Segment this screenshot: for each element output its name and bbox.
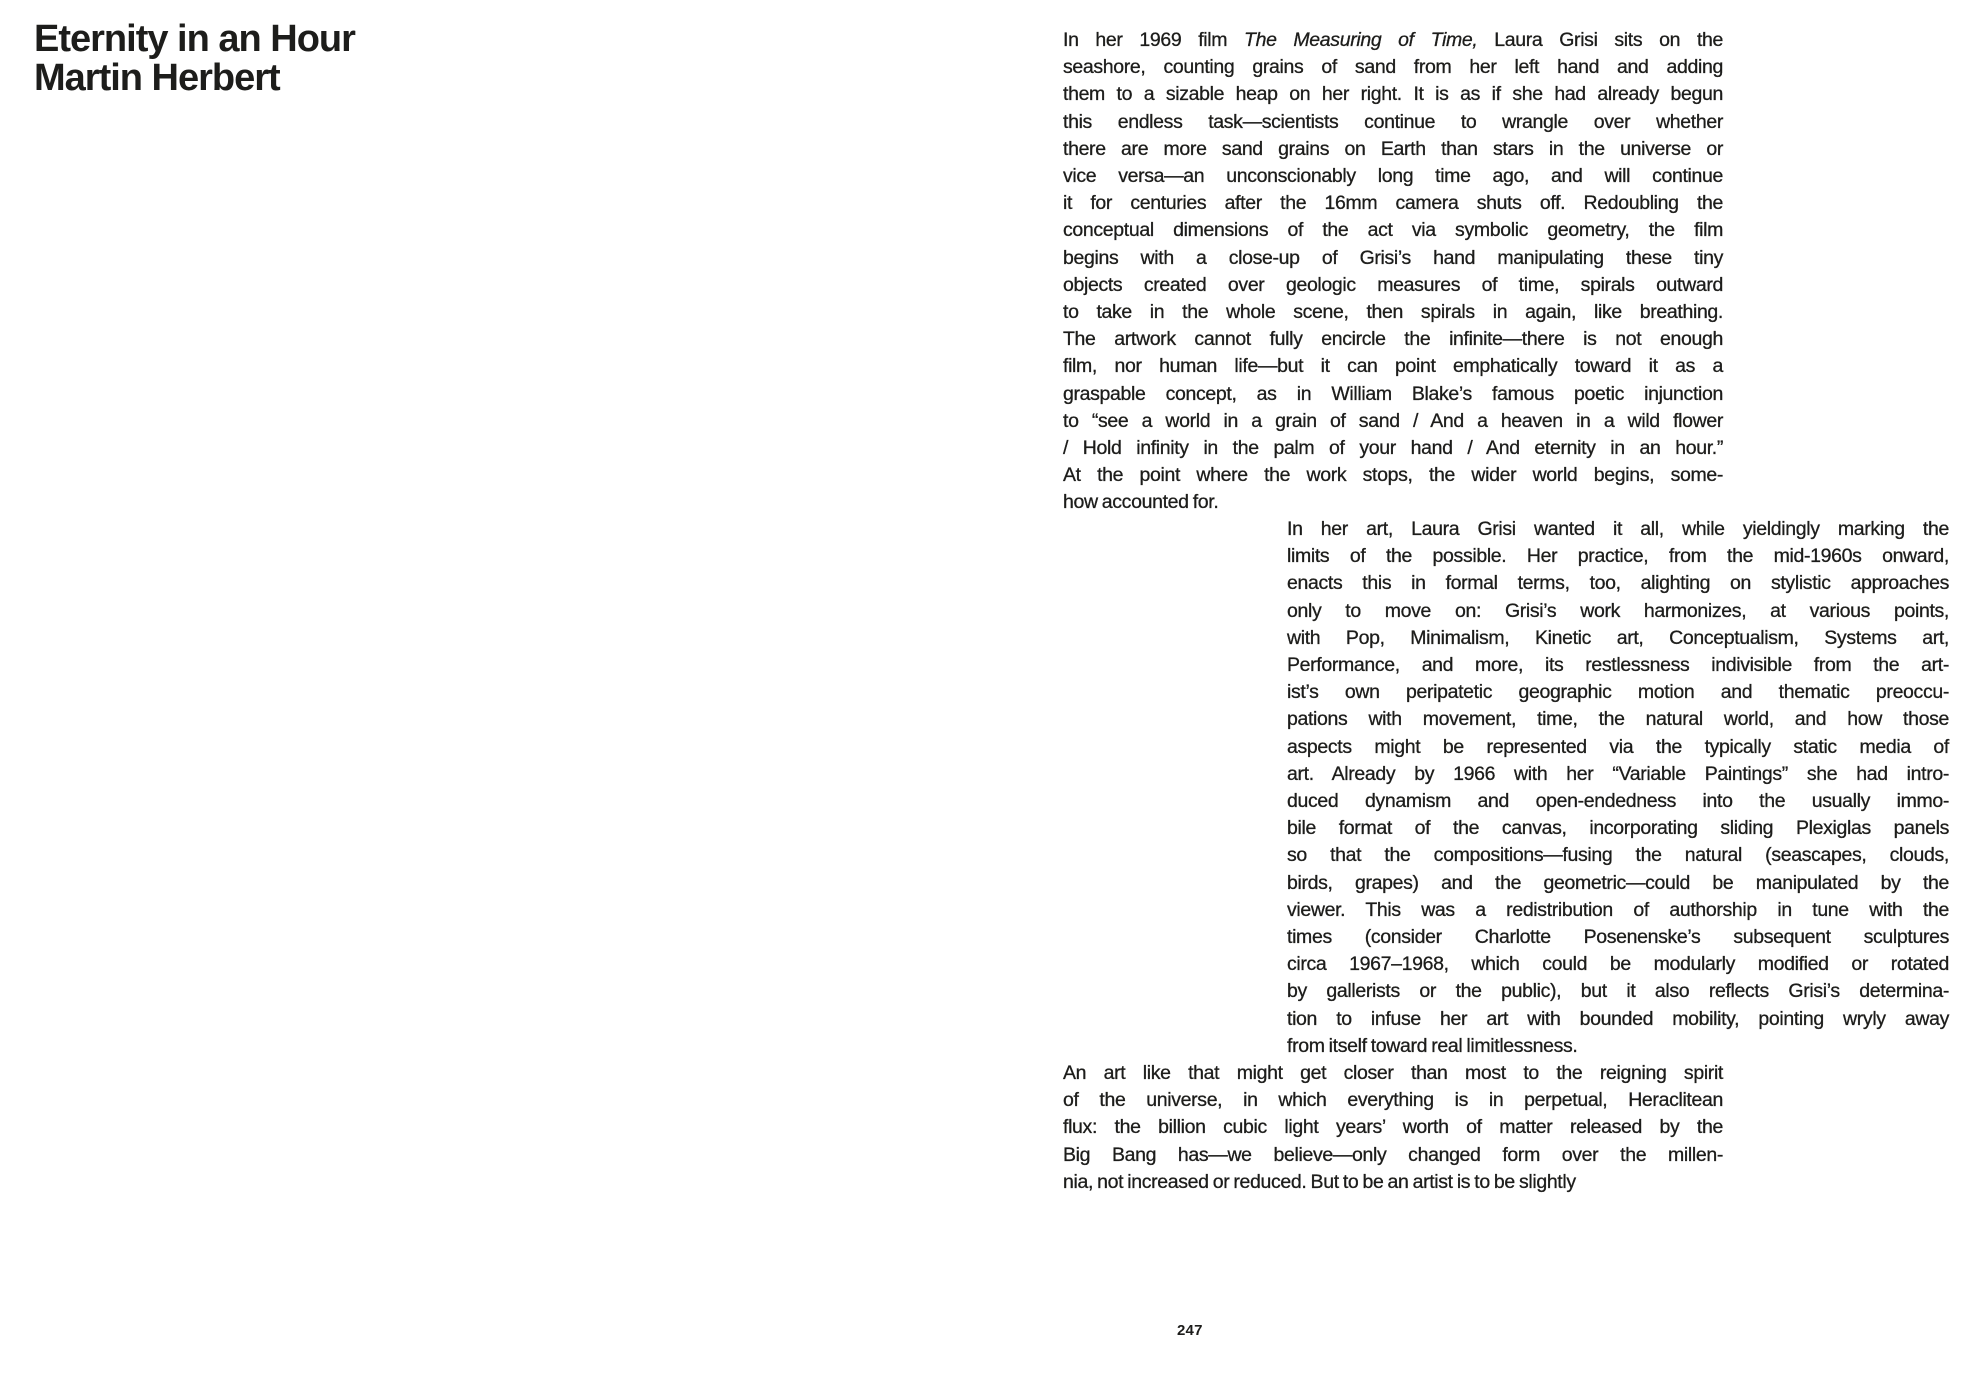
text-line: enacts this in formal terms, too, alighting on stylistic approaches (1287, 572, 1949, 595)
text-line: so that the compositions—fusing the natural (seascapes, clouds, (1287, 844, 1949, 867)
text-line: nia, not increased or reduced. But to be an artist is to be slightly (1063, 1170, 1576, 1193)
text-line: seashore, counting grains of sand from her left hand and adding (1063, 56, 1723, 79)
page-number: 247 (1177, 1322, 1203, 1339)
text-line: this endless task—scientists continue to wrangle over whether (1063, 110, 1723, 133)
text-line: to “see a world in a grain of sand / And a heaven in a wild flower (1063, 409, 1723, 432)
text-line: pations with movement, time, the natural world, and how those (1287, 708, 1949, 731)
text-line: flux: the billion cubic light years’ worth of matter released by the (1063, 1116, 1723, 1139)
text-line: it for centuries after the 16mm camera shuts off. Redoubling the (1063, 192, 1723, 215)
text-line: tion to infuse her art with bounded mobility, pointing wryly away (1287, 1007, 1949, 1030)
text-line: art. Already by 1966 with her “Variable Paintings” she had intro- (1287, 762, 1949, 785)
text-line: viewer. This was a redistribution of authorship in tune with the (1287, 898, 1949, 921)
text-line: Performance, and more, its restlessness indivisible from the art- (1287, 654, 1949, 677)
author-name: Martin Herbert (34, 57, 280, 99)
text-line: them to a sizable heap on her right. It is as if she had already begun (1063, 83, 1723, 106)
text-line: birds, grapes) and the geometric—could be manipulated by the (1287, 871, 1949, 894)
text-line: conceptual dimensions of the act via symbolic geometry, the film (1063, 219, 1723, 242)
paragraph-1 (1063, 27, 1723, 517)
text-line: limits of the possible. Her practice, from the mid-1960s onward, (1287, 545, 1949, 568)
text-line: to take in the whole scene, then spirals in again, like breathing. (1063, 301, 1723, 324)
essay-title: Eternity in an Hour (34, 18, 355, 60)
text-line: The artwork cannot fully encircle the infinite—there is not enough (1063, 328, 1723, 351)
paragraph-3 (1063, 1060, 1723, 1196)
text-line: An art like that might get closer than most to the reigning spirit (1063, 1062, 1723, 1084)
text-line: with Pop, Minimalism, Kinetic art, Conceptualism, Systems art, (1287, 626, 1949, 649)
text-line: / Hold infinity in the palm of your hand / And eternity in an hour.” (1063, 437, 1723, 460)
text-line: circa 1967–1968, which could be modularly modified or rotated (1287, 953, 1949, 976)
title-block (34, 20, 355, 98)
text-line: how accounted for. (1063, 491, 1219, 514)
text-line: film, nor human life—but it can point emphatically toward it as a (1063, 355, 1723, 378)
text-line: objects created over geologic measures of time, spirals outward (1063, 273, 1723, 296)
text-line: In her 1969 film The Measuring of Time, Laura Grisi sits on the (1063, 29, 1724, 51)
text-line: times (consider Charlotte Posenenske’s subsequent sculptures (1287, 926, 1949, 949)
text-line: aspects might be represented via the typically static media of (1287, 735, 1949, 758)
text-line: At the point where the work stops, the wider world begins, some- (1063, 464, 1723, 487)
text-line: duced dynamism and open-endedness into the usually immo- (1287, 790, 1949, 813)
text-line: vice versa—an unconscionably long time ago, and will continue (1063, 165, 1723, 188)
text-line: graspable concept, as in William Blake’s famous poetic injunction (1063, 382, 1723, 405)
text-line: bile format of the canvas, incorporating sliding Plexiglas panels (1287, 817, 1949, 840)
text-line: ist’s own peripatetic geographic motion and thematic preoccu- (1287, 681, 1949, 704)
text-line: In her art, Laura Grisi wanted it all, while yieldingly marking the (1287, 518, 1949, 540)
text-line: by gallerists or the public), but it also reflects Grisi’s determina- (1287, 980, 1949, 1003)
paragraph-2 (1287, 516, 1949, 1060)
italic-text: The Measuring of Time, (1244, 29, 1478, 51)
text-line: from itself toward real limitlessness. (1287, 1034, 1578, 1057)
text-line: only to move on: Grisi’s work harmonizes, at various points, (1287, 599, 1949, 622)
text-line: there are more sand grains on Earth than stars in the universe or (1063, 137, 1723, 160)
text-line: begins with a close-up of Grisi’s hand manipulating these tiny (1063, 246, 1723, 269)
text-line: of the universe, in which everything is in perpetual, Heraclitean (1063, 1089, 1723, 1112)
text-line: Big Bang has—we believe—only changed form over the millen- (1063, 1143, 1723, 1166)
